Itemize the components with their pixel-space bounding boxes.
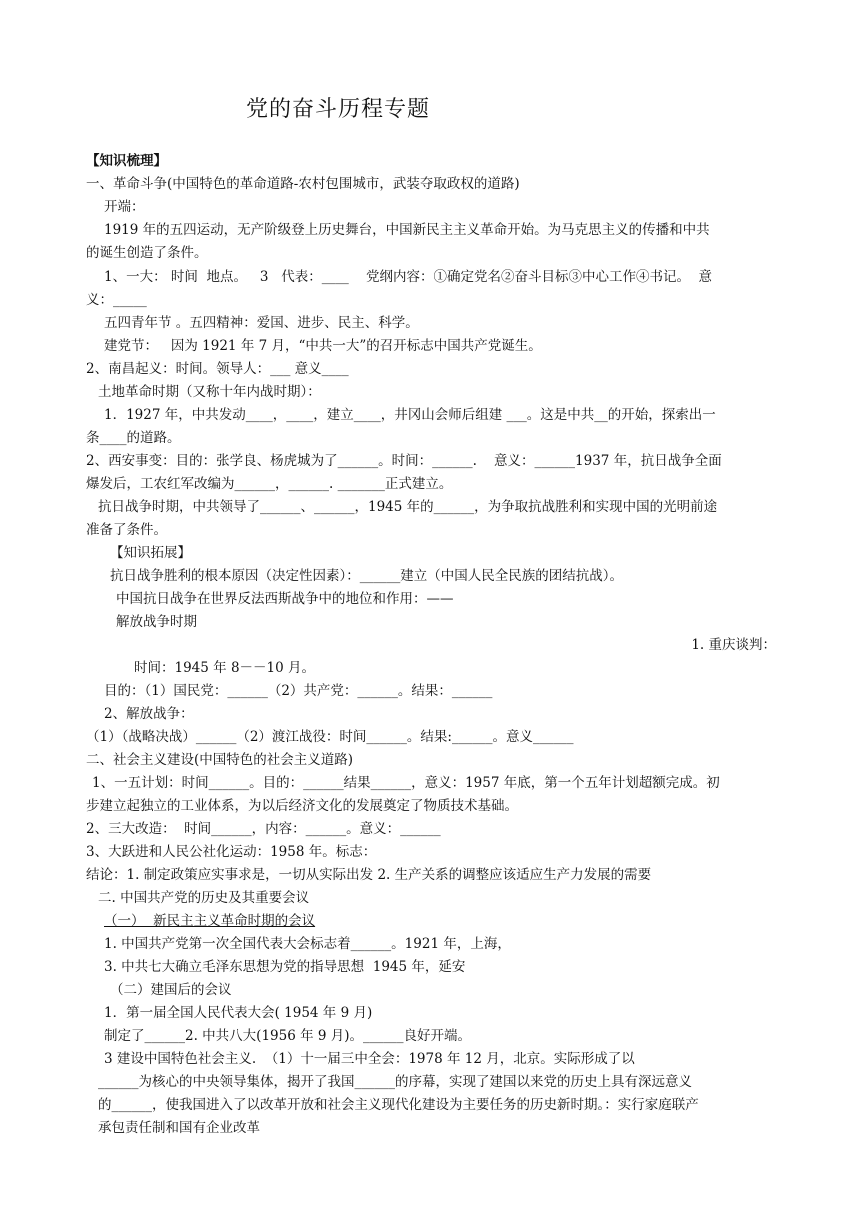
text-line: 1、一大： 时间 地点。 3 代表：____ 党纲内容：①确定党名②奋斗目标③中心工作④书记。 意 [104,269,713,285]
text-line: 准备了条件。 [86,522,167,538]
text-line: 制定了______2. 中共八大(1956 年 9 月)。______良好开端。 [104,1028,472,1044]
text-line: 抗日战争胜利的根本原因（决定性因素）：______建立（中国人民全民族的团结抗战）。 [110,568,623,584]
text-line: 2、三大改造： 时间______，内容：______。意义：______ [86,821,441,837]
text-line: 2、南昌起义：时间。领导人：___ 意义____ [86,361,349,377]
text-line: 建党节： 因为 1921 年 7 月，“中共一大”的召开标志中国共产党诞生。 [104,338,542,354]
text-line: 的诞生创造了条件。 [86,245,208,261]
text-line: 3 建设中国特色社会主义. （1）十一届三中全会：1978 年 12 月，北京。实际形成了以 [104,1051,635,1067]
subheading-new-democratic: （一） 新民主主义革命时期的会议 [104,913,316,929]
text-line: 解放战争时期 [116,614,197,630]
text-line: 2、解放战争： [104,706,194,722]
text-line: ______为核心的中央领导集体，揭开了我国______的序幕，实现了建国以来党的历史上具有深远意义 [98,1074,692,1090]
text-line: 五四青年节 。五四精神：爱国、进步、民主、科学。 [104,315,419,331]
text-line: 目的：（1）国民党：______（2）共产党：______。结果：______ [104,683,493,699]
text-line: 抗日战争时期，中共领导了______、______，1945 年的______，为争取抗战胜利和实现中国的光明前途 [98,499,718,515]
text-line: 1．1927 年，中共发动____，____，建立____，井冈山会师后组建 ___。这是中共__的开始，探索出一 [104,407,716,423]
text-line: 承包责任制和国有企业改革 [98,1120,260,1136]
heading-socialist-construction: 二、社会主义建设(中国特色的社会主义道路) [86,752,354,768]
text-line: 时间：1945 年 8－－10 月。 [134,660,315,676]
text-line: 1. 重庆谈判： [691,637,776,653]
text-line: 2、西安事变：目的：张学良、杨虎城为了______。时间：______. 意义：______1937 年，抗日战争全面 [86,453,722,469]
text-line: 土地革命时期（又称十年内战时期）： [98,384,321,400]
text-line: 1919 年的五四运动，无产阶级登上历史舞台，中国新民主主义革命开始。为马克思主义的传播和中共 [104,222,710,238]
section-heading-expansion: 【知识拓展】 [110,545,191,561]
page-title: 党的奋斗历程专题 [246,97,431,122]
heading-revolution: 一、革命斗争(中国特色的革命道路-农村包围城市，武装夺取政权的道路) [86,176,520,192]
text-line: 爆发后，工农红军改编为______，______. _______正式建立。 [86,476,453,492]
text-line: 的______，使我国进入了以改革开放和社会主义现代化建设为主要任务的历史新时期。：实行家庭联产 [98,1097,699,1113]
text-line: 1、一五计划：时间______。目的：______结果______，意义：1957 年底，第一个五年计划超额完成。初 [92,775,720,791]
text-line: 结论：1. 制定政策应实事求是，一切从实际出发 2. 生产关系的调整应该适应生产力发展的需要 [86,867,652,883]
text-line: 3、大跃进和人民公社化运动：1958 年。标志： [86,844,377,860]
text-line: 条____的道路。 [86,430,181,446]
text-line: 1. 中国共产党第一次全国代表大会标志着______。1921 年，上海， [104,936,511,952]
text-line: 3. 中共七大确立毛泽东思想为党的指导思想 1945 年，延安 [104,959,466,975]
text-line: 义：_____ [86,292,147,308]
section-heading-knowledge: 【知识梳理】 [86,153,167,169]
subheading-post-founding: （二）建国后的会议 [110,982,232,998]
text-line: 1．第一届全国人民代表大会( 1954 年 9 月) [104,1005,373,1021]
text-line: 步建立起独立的工业体系，为以后经济文化的发展奠定了物质技术基础。 [86,798,518,814]
text-line: （1）（战略决战）______（2）渡江战役：时间______。结果:______。意义______ [86,729,574,745]
heading-party-history: 二. 中国共产党的历史及其重要会议 [98,890,310,906]
text-line: 中国抗日战争在世界反法西斯战争中的地位和作用：—— [116,591,454,607]
text-line: 开端： [104,199,145,215]
